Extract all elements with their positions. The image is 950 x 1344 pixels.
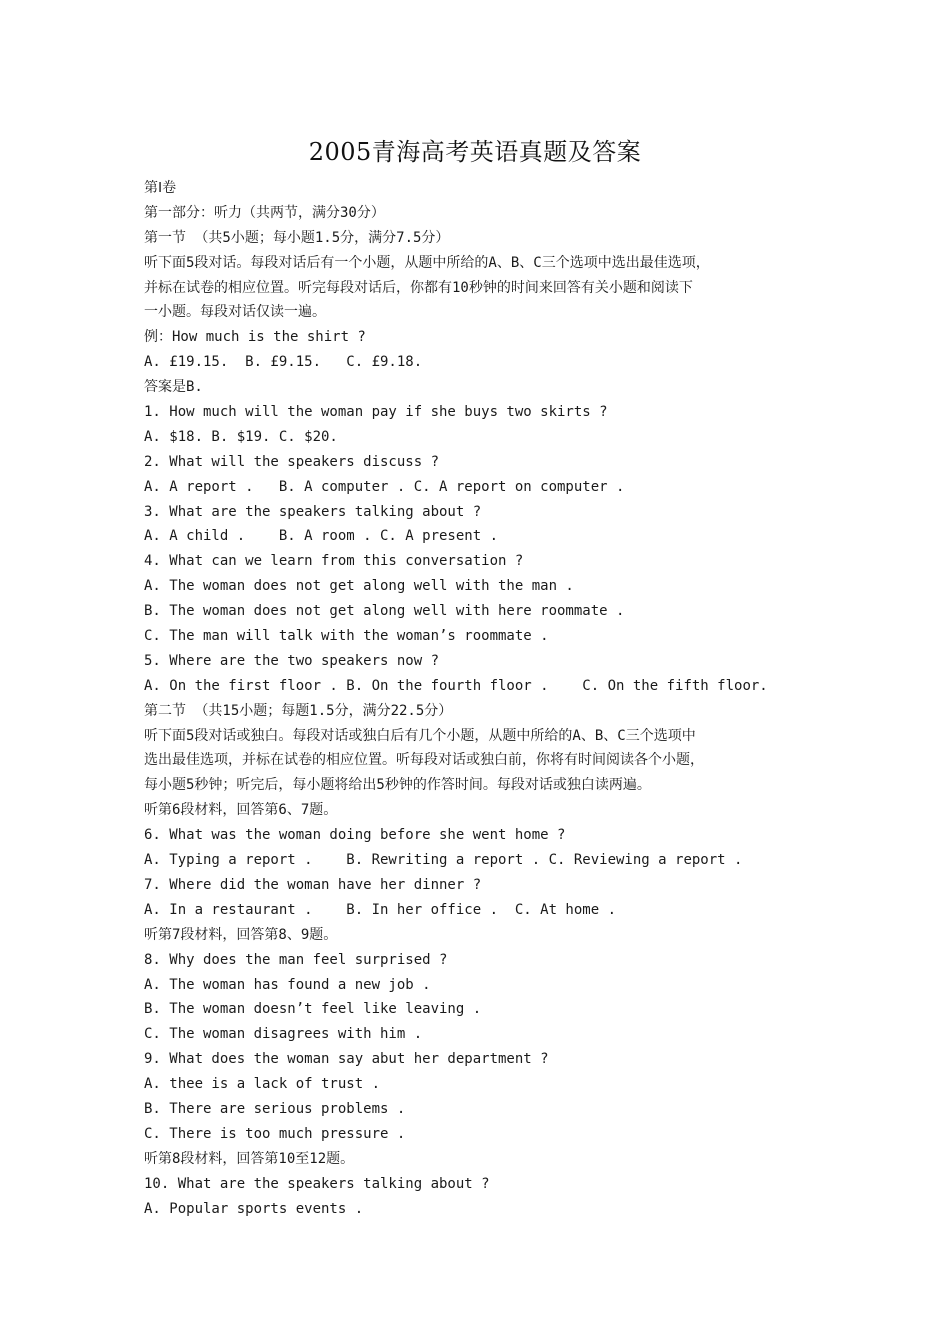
document-line: 第一节 （共5小题；每小题1.5分，满分7.5分） bbox=[144, 229, 450, 246]
document-line: A. On the first floor . B. On the fourth floor . C. On the fifth floor. bbox=[144, 677, 768, 694]
document-line: A. thee is a lack of trust . bbox=[144, 1076, 381, 1093]
document-line: 每小题5秒钟；听完后，每小题将给出5秒钟的作答时间。每段对话或独白读两遍。 bbox=[144, 777, 651, 794]
document-line: 例：How much is the shirt ? bbox=[144, 329, 366, 346]
document-line: A. In a restaurant . B. In her office . C. At home . bbox=[144, 901, 617, 918]
document-title: 2005青海高考英语真题及答案 bbox=[308, 138, 642, 166]
document-line: 3. What are the speakers talking about ? bbox=[144, 503, 482, 520]
document-line: 4. What can we learn from this conversation ? bbox=[144, 553, 524, 570]
document-line: B. The woman doesn’t feel like leaving . bbox=[144, 1001, 482, 1018]
document-line: C. The man will talk with the woman’s roommate . bbox=[144, 628, 549, 645]
document-line: 6. What was the woman doing before she went home ? bbox=[144, 827, 566, 844]
document-line: 8. Why does the man feel surprised ? bbox=[144, 951, 448, 968]
document-line: 听第8段材料，回答第10至12题。 bbox=[144, 1150, 355, 1167]
document-line: A. Popular sports events . bbox=[144, 1200, 364, 1217]
document-line: B. The woman does not get along well with here roommate . bbox=[144, 603, 625, 620]
document-line: 听下面5段对话。每段对话后有一个小题，从题中所给的A、B、C三个选项中选出最佳选项， bbox=[144, 254, 710, 271]
document-line: 9. What does the woman say abut her department ? bbox=[144, 1051, 549, 1068]
document-line: 第一部分：听力（共两节，满分30分） bbox=[144, 204, 385, 221]
document-line: 2. What will the speakers discuss ? bbox=[144, 453, 440, 470]
document-line: A. Typing a report . B. Rewriting a report . C. Reviewing a report . bbox=[144, 852, 743, 869]
document-line: 听第7段材料，回答第8、9题。 bbox=[144, 926, 338, 943]
document-line: C. There is too much pressure . bbox=[144, 1125, 406, 1142]
document-line: 选出最佳选项，并标在试卷的相应位置。听每段对话或独白前，你将有时间阅读各个小题， bbox=[144, 752, 704, 769]
document-line: 答案是B. bbox=[144, 379, 203, 396]
document-line: C. The woman disagrees with him . bbox=[144, 1026, 423, 1043]
document-line: 并标在试卷的相应位置。听完每段对话后，你都有10秒钟的时间来回答有关小题和阅读下 bbox=[144, 279, 693, 296]
document-line: A. The woman has found a new job . bbox=[144, 976, 431, 993]
document-line: A. A report . B. A computer . C. A report on computer . bbox=[144, 478, 625, 495]
document-line: 1. How much will the woman pay if she buys two skirts ? bbox=[144, 404, 608, 421]
document-line: B. There are serious problems . bbox=[144, 1100, 406, 1117]
document-line: 听下面5段对话或独白。每段对话或独白后有几个小题，从题中所给的A、B、C三个选项中 bbox=[144, 727, 696, 744]
document-line: 第Ⅰ卷 bbox=[144, 180, 177, 196]
document-line: 10. What are the speakers talking about ? bbox=[144, 1175, 490, 1192]
document-line: A. The woman does not get along well with the man . bbox=[144, 578, 574, 595]
document-line: 一小题。每段对话仅读一遍。 bbox=[144, 304, 326, 321]
document-line: A. A child . B. A room . C. A present . bbox=[144, 528, 499, 545]
document-line: 5. Where are the two speakers now ? bbox=[144, 652, 440, 669]
document-line: 第二节 （共15小题；每题1.5分，满分22.5分） bbox=[144, 702, 453, 719]
document-line: A. $18. B. $19. C. $20. bbox=[144, 428, 338, 445]
document-body bbox=[144, 176, 824, 1221]
document-line: 听第6段材料，回答第6、7题。 bbox=[144, 802, 338, 819]
document-line: A. £19.15. B. £9.15. C. £9.18. bbox=[144, 354, 423, 371]
document-line: 7. Where did the woman have her dinner ? bbox=[144, 876, 482, 893]
